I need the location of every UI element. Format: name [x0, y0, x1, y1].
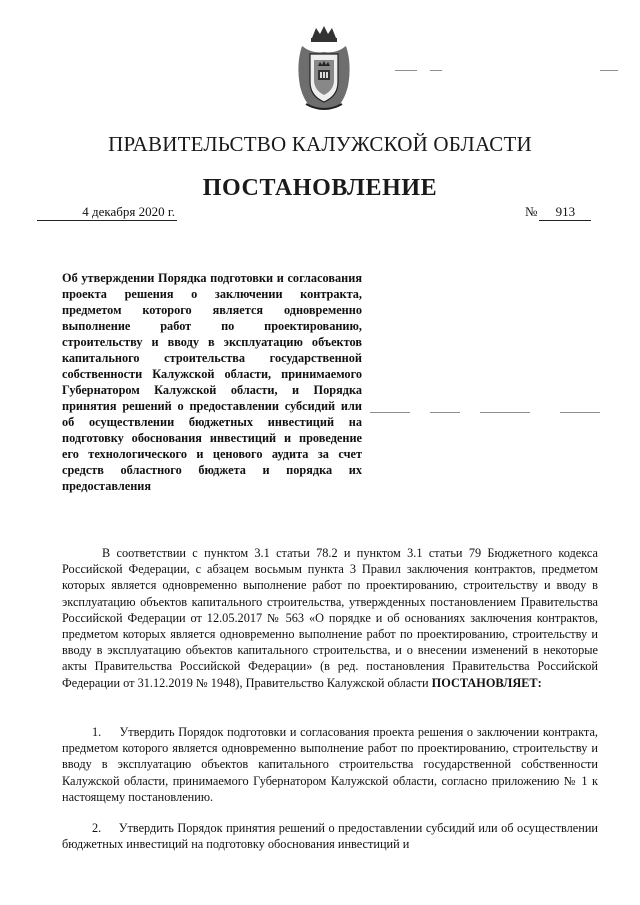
list-item-1	[62, 724, 598, 805]
preamble-text: В соответствии с пунктом 3.1 статьи 78.2 и пунктом 3.1 статьи 79 Бюджетного кодекса Российской Федерации, с абзацем восьмым пункта 3 Правил заключения контрактов, предметом которых является одновременно выполнение работ по проектированию, строительству и вводу в эксплуатацию объектов капитального строительства, утвержденных постановлением Правительства Российской Федерации от 12.05.2017 № 563 «О порядке и об основаниях заключения контрактов, предметом которых является одновременно выполнение работ по проектированию, строительству и вводу в эксплуатацию объектов капитального строительства, и о внесении изменений в некоторые акты Правительства Российской Федерации» (в ред. постановления Правительства Российской Федерации от 31.12.2019 № 1948), Правительство Калужской области	[62, 546, 598, 690]
scan-mark	[430, 412, 460, 413]
scan-mark	[480, 412, 530, 413]
decree-word: ПОСТАНОВЛЯЕТ:	[431, 675, 542, 690]
item-text: Утвердить Порядок подготовки и согласования проекта решения о заключении контракта, предметом которого является одновременно выполнение работ по проектированию, строительству и вводу в эксплуатацию объектов капитального строительства государственной собственности Калужской области, принимаемого Губернатором Калужской области, согласно приложению № 1 к настоящему постановлению.	[62, 725, 598, 804]
item-number: 2.	[92, 821, 102, 835]
document-subject: Об утверждении Порядка подготовки и согласования проекта решения о заключении контракта, предметом которого является одновременно выполнение работ по проектированию, строительству и вводу в эксплуатацию объектов капитального строительства государственной собственности Калужской области, принимаемого Губернатором Калужской области, и Порядка принятия решений о предоставлении субсидий или об осуществлении бюджетных инвестиций на подготовку обоснования инвестиций и проведение его технологического и ценового аудита за счет средств областного бюджета и порядка их предоставления	[62, 271, 362, 493]
item-text: Утвердить Порядок принятия решений о предоставлении субсидий или об осуществлении бюджетных инвестиций на подготовку обоснования инвестиций и	[62, 821, 598, 852]
preamble-paragraph	[62, 545, 598, 691]
government-title: ПРАВИТЕЛЬСТВО КАЛУЖСКОЙ ОБЛАСТИ	[108, 132, 532, 156]
document-type-title: ПОСТАНОВЛЕНИЕ	[202, 175, 438, 201]
item-number: 1.	[92, 725, 102, 739]
number-prefix: №	[525, 204, 538, 219]
list-item-2	[62, 820, 598, 852]
scan-mark	[430, 70, 442, 71]
scan-mark	[370, 412, 410, 413]
document-number	[525, 204, 591, 221]
document-date: 4 декабря 2020 г.	[37, 204, 177, 221]
coat-of-arms-emblem	[292, 24, 356, 112]
scan-mark	[600, 70, 618, 71]
number-value: 913	[539, 204, 591, 221]
scan-mark	[560, 412, 600, 413]
scan-mark	[395, 70, 417, 71]
